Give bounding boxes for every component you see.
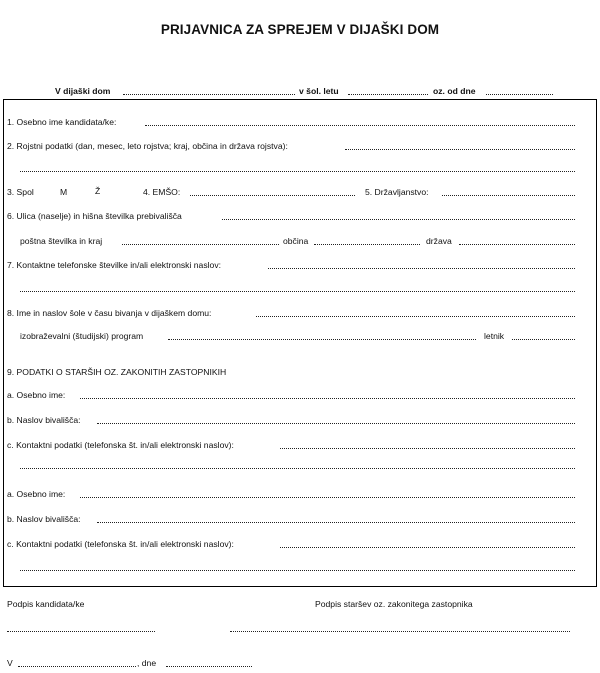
parent2-name-field[interactable]: [80, 497, 575, 498]
contact-field[interactable]: [268, 268, 575, 269]
parent1-contact-field-line2[interactable]: [20, 468, 575, 469]
citizenship-field[interactable]: [442, 195, 575, 196]
parent2-contact-field-line2[interactable]: [20, 570, 575, 571]
parent1-contact-label: c. Kontaktni podatki (telefonska št. in/ali elektronski naslov):: [7, 440, 234, 450]
municipality-field[interactable]: [314, 244, 420, 245]
school-label: 8. Ime in naslov šole v času bivanja v dijaškem domu:: [7, 308, 212, 318]
parent2-name-label: a. Osebno ime:: [7, 489, 66, 499]
dom-field[interactable]: [123, 94, 295, 95]
from-date-field[interactable]: [486, 94, 553, 95]
sex-option-m[interactable]: M: [60, 187, 68, 197]
place-field[interactable]: [18, 666, 136, 667]
program-field[interactable]: [168, 339, 476, 340]
street-field[interactable]: [222, 219, 575, 220]
municipality-label: občina: [283, 236, 309, 246]
form-title: PRIJAVNICA ZA SPREJEM V DIJAŠKI DOM: [160, 22, 440, 37]
parent1-address-label: b. Naslov bivališča:: [7, 415, 81, 425]
dom-label: V dijaški dom: [55, 86, 111, 96]
postal-field[interactable]: [122, 244, 279, 245]
candidate-name-label: 1. Osebno ime kandidata/ke:: [7, 117, 117, 127]
program-label: izobraževalni (študijski) program: [20, 331, 144, 341]
place-label: V: [7, 658, 13, 668]
birth-data-field[interactable]: [345, 149, 575, 150]
parent1-name-field[interactable]: [80, 398, 575, 399]
parent-signature-label: Podpis staršev oz. zakonitega zastopnika: [315, 599, 473, 609]
postal-label: poštna številka in kraj: [20, 236, 103, 246]
date-field[interactable]: [166, 666, 252, 667]
candidate-name-field[interactable]: [145, 125, 575, 126]
parent2-address-label: b. Naslov bivališča:: [7, 514, 81, 524]
parent2-contact-field[interactable]: [280, 547, 575, 548]
birth-data-field-line2[interactable]: [20, 171, 575, 172]
emso-label: 4. EMŠO:: [143, 187, 181, 197]
date-label: , dne: [137, 658, 157, 668]
contact-label: 7. Kontaktne telefonske številke in/ali elektronski naslov:: [7, 260, 222, 270]
sex-option-z[interactable]: Ž: [95, 186, 101, 196]
parent-signature-field[interactable]: [230, 631, 570, 632]
parent2-contact-label: c. Kontaktni podatki (telefonska št. in/ali elektronski naslov):: [7, 539, 234, 549]
emso-field[interactable]: [190, 195, 355, 196]
year-label: letnik: [484, 331, 505, 341]
country-label: država: [426, 236, 452, 246]
country-field[interactable]: [459, 244, 575, 245]
candidate-signature-label: Podpis kandidata/ke: [7, 599, 85, 609]
parent2-address-field[interactable]: [97, 522, 575, 523]
citizenship-label: 5. Državljanstvo:: [365, 187, 429, 197]
parent1-name-label: a. Osebno ime:: [7, 390, 66, 400]
parent1-address-field[interactable]: [97, 423, 575, 424]
form-frame: [3, 99, 597, 587]
street-label: 6. Ulica (naselje) in hišna številka prebivališča: [7, 211, 182, 221]
candidate-signature-field[interactable]: [7, 631, 155, 632]
school-field[interactable]: [256, 316, 575, 317]
school-year-label: v šol. letu: [299, 86, 339, 96]
parents-section-heading: 9. PODATKI O STARŠIH OZ. ZAKONITIH ZASTOPNIKIH: [7, 367, 227, 377]
school-year-field[interactable]: [348, 94, 428, 95]
sex-label: 3. Spol: [7, 187, 34, 197]
from-date-label: oz. od dne: [433, 86, 476, 96]
contact-field-line2[interactable]: [20, 291, 575, 292]
year-field[interactable]: [512, 339, 575, 340]
birth-data-label: 2. Rojstni podatki (dan, mesec, leto rojstva; kraj, občina in država rojstva):: [7, 141, 288, 151]
parent1-contact-field[interactable]: [280, 448, 575, 449]
